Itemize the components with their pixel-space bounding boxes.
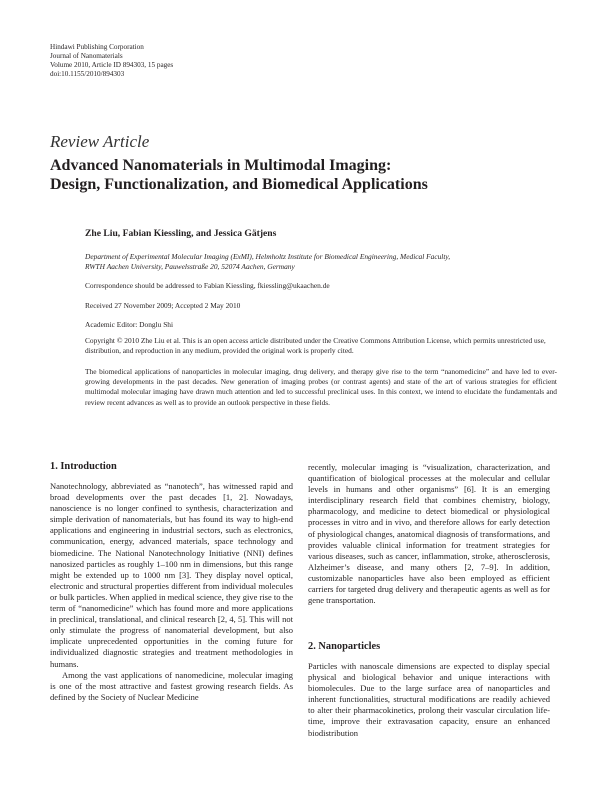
affiliation-line-1: Department of Experimental Molecular Imaging (ExMI), Helmholtz Institute for Biomedical Engineering, Medical Faculty, — [85, 252, 451, 261]
received-accepted: Received 27 November 2009; Accepted 2 May 2010 — [85, 301, 241, 310]
copyright: Copyright © 2010 Zhe Liu et al. This is an open access article distributed under the Creative Commons Attribution License, which permits unrestricted use, distribution, and reproduction in any medium, provided the original work is properly cited. — [85, 336, 546, 356]
affiliation-line-2: RWTH Aachen University, Pauwelsstraße 20, 52074 Aachen, Germany — [85, 262, 295, 272]
paragraph: recently, molecular imaging is “visualization, characterization, and quantification of biological processes at the molecular and cellular levels in humans and other organisms” [6]. It is an emerging interdisciplinary research field that combines chemistry, biology, pharmacology, and medicine to detect biomedical or physiological processes in vitro and in vivo, and therefore allows for early detection of physiological changes, anatomical diagnosis of transformations, and provides valuable clinical information for treatment strategies for various diseases, such as cancer, inflammation, stroke, atherosclerosis, Alzheimer’s disease, and many others [2, 7–9]. In addition, customizable nanoparticles have also been employed as efficient carriers for targeted drug delivery and therapeutic agents as well as for gene transportation. — [308, 462, 550, 606]
volume-line: Volume 2010, Article ID 894303, 15 pages — [50, 61, 174, 69]
article-title — [50, 156, 570, 194]
section-heading-nanoparticles: 2. Nanoparticles — [308, 641, 381, 652]
article-type: Review Article — [50, 132, 150, 151]
correspondence: Correspondence should be addressed to Fabian Kiessling, fkiessling@ukaachen.de — [85, 281, 330, 290]
title-line-1: Advanced Nanomaterials in Multimodal Imaging: — [50, 157, 392, 174]
section-heading-introduction: 1. Introduction — [50, 461, 117, 472]
paragraph: Nanotechnology, abbreviated as “nanotech”, has witnessed rapid and broad developments over the past decades [1, 2]. Nowadays, nanoscience is no longer confined to synthesis, characterization and simple derivation of nanomaterials, but has found its way to high-end applications and engineering in industrial sectors, such as electronics, communication, energy, advanced materials, space technology and biomedicine. The National Nanotechnology Initiative (NNI) defines nanosized particles as roughly 1–100 nm in dimensions, but this range might be extended up to 1000 nm [3]. They display novel optical, electronic and structural properties different from individual molecules or bulk particles. When applied in medical science, they give rise to the term of “nanomedicine” which has found more and more applications in preclinical, translational, and clinical research [2, 4, 5]. This will not only stimulate the progress of nanomaterial development, but also implicate unprecedented opportunities in the coming future for individualized diagnostic strategies and treatment methodologies in humans. — [50, 481, 293, 669]
right-column-bottom — [308, 661, 550, 739]
journal-name: Journal of Nanomaterials — [50, 52, 123, 60]
title-line-2: Design, Functionalization, and Biomedical Applications — [50, 176, 428, 193]
left-column — [50, 481, 293, 703]
authors: Zhe Liu, Fabian Kiessling, and Jessica Gätjens — [85, 228, 277, 239]
right-column-top — [308, 462, 550, 606]
abstract: The biomedical applications of nanoparticles in molecular imaging, drug delivery, and therapy give rise to the term “nanomedicine” and have led to ever-growing developments in the past decades. New generation of imaging probes (or contrast agents) and state of the art of various strategies for efficient multimodal molecular imaging have drawn much attention and led to successful preclinical uses. In this context, we intend to elucidate the fundamentals and review recent advances as well as to provide an outlook perspective in these fields. — [85, 367, 557, 407]
paragraph: Particles with nanoscale dimensions are expected to display special physical and biological behavior and unique interactions with biomolecules. Due to the large surface area of nanoparticles and inherent functionalities, structural modifications are readily achieved to alter their pharmacokinetics, prolong their vascular circulation life-time, improve their extravasation capacity, ensure an enhanced biodistribution — [308, 661, 550, 738]
affiliation — [85, 252, 555, 272]
journal-header — [50, 43, 350, 79]
paragraph: Among the vast applications of nanomedicine, molecular imaging is one of the most attractive and fastest growing research fields. As defined by the Society of Nuclear Medicine — [50, 669, 293, 702]
academic-editor: Academic Editor: Donglu Shi — [85, 320, 174, 329]
publisher: Hindawi Publishing Corporation — [50, 43, 144, 51]
doi: doi:10.1155/2010/894303 — [50, 70, 125, 78]
